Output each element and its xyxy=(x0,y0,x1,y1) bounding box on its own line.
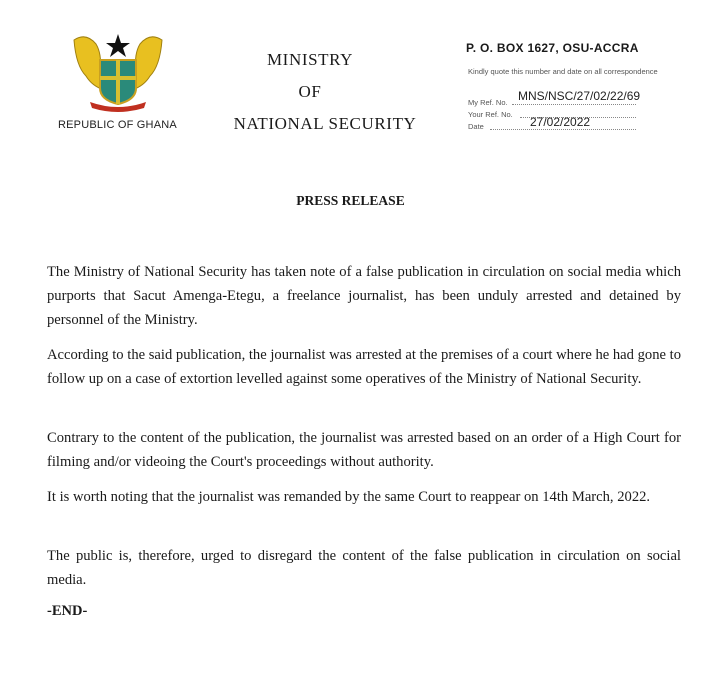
quote-note: Kindly quote this number and date on all correspondence xyxy=(468,67,658,76)
document-title: PRESS RELEASE xyxy=(296,193,405,208)
paragraph-1: The Ministry of National Security has taken note of a false publication in circulation on social media which purports that Sacut Amenga-Etegu, a freelance journalist, has been unduly arrested and detained by personnel of the Ministry. xyxy=(47,264,681,328)
end-mark: -END- xyxy=(47,603,88,619)
paragraph-2: According to the said publication, the journalist was arrested at the premises of a court where he had gone to follow up on a case of extortion levelled against some operatives of the Ministry of National Security. xyxy=(47,347,681,387)
ministry-name-line1: MINISTRY xyxy=(266,50,354,69)
your-ref-label: Your Ref. No. xyxy=(468,110,513,119)
ministry-name-line3: NATIONAL SECURITY xyxy=(233,114,417,133)
ghana-coat-of-arms-emblem xyxy=(66,30,170,116)
my-ref-line xyxy=(512,104,636,105)
date-line xyxy=(490,129,636,130)
paragraph-4: It is worth noting that the journalist was remanded by the same Court to reappear on 14th March, 2022. xyxy=(47,489,651,505)
date-label: Date xyxy=(468,122,484,131)
my-ref-label: My Ref. No. xyxy=(468,98,508,107)
po-box: P. O. BOX 1627, OSU-ACCRA xyxy=(466,41,639,55)
my-ref-value: MNS/NSC/27/02/22/69 xyxy=(518,89,641,103)
emblem-caption: REPUBLIC OF GHANA xyxy=(58,119,177,131)
ministry-name-line2: OF xyxy=(298,82,322,101)
date-value: 27/02/2022 xyxy=(530,115,591,129)
paragraph-5: The public is, therefore, urged to disregard the content of the false publication in circulation on social media. xyxy=(47,548,681,588)
paragraph-3: Contrary to the content of the publication, the journalist was arrested based on an order of a High Court for filming and/or videoing the Court's proceedings without authority. xyxy=(47,430,681,470)
